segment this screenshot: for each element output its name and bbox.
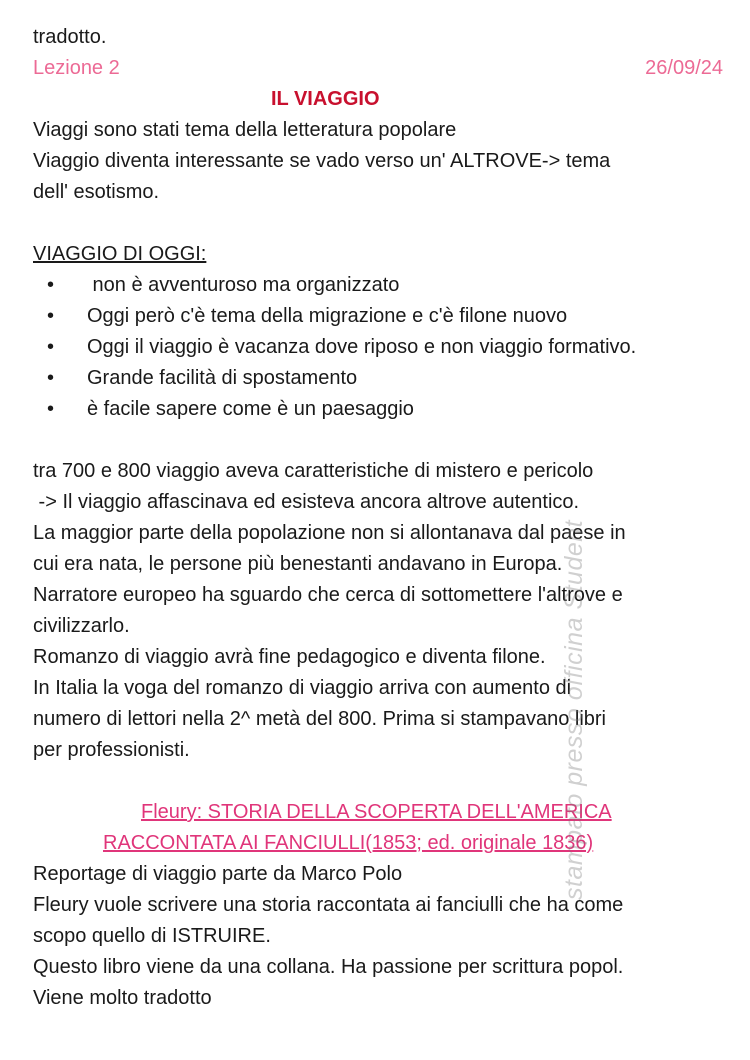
paragraph-line: per professionisti. (33, 739, 190, 761)
bullet-icon: • (47, 274, 55, 296)
page-title: IL VIAGGIO (271, 88, 380, 110)
fleury-heading: Fleury: STORIA DELLA SCOPERTA DELL'AMERICA (141, 801, 612, 823)
section-heading-today: VIAGGIO DI OGGI: (33, 243, 207, 265)
spacer (33, 425, 723, 456)
bullet-icon: • (47, 398, 55, 420)
spacer (33, 208, 723, 239)
paragraph-line: numero di lettori nella 2^ metà del 800. Prima si stampavano libri (33, 708, 606, 730)
list-item-text: non è avventuroso ma organizzato (87, 274, 400, 296)
bullet-icon: • (47, 305, 55, 327)
previous-text-line: tradotto. (33, 26, 107, 48)
fleury-text-line: Fleury vuole scrivere una storia raccontata ai fanciulli che ha come (33, 894, 624, 916)
paragraph-line: Narratore europeo ha sguardo che cerca di sottomettere l'altrove e (33, 584, 623, 606)
list-item-text: è facile sapere come è un paesaggio (87, 398, 414, 420)
intro-line: dell' esotismo. (33, 181, 160, 203)
lesson-date: 26/09/24 (645, 57, 723, 79)
paragraph-line: cui era nata, le persone più benestanti andavano in Europa. (33, 553, 563, 575)
intro-line: Viaggio diventa interessante se vado verso un' ALTROVE-> tema (33, 150, 611, 172)
list-item (33, 332, 723, 363)
list-item-text: Grande facilità di spostamento (87, 367, 358, 389)
bullet-icon: • (47, 336, 55, 358)
list-item (33, 270, 723, 301)
fleury-heading: RACCONTATA AI FANCIULLI(1853; ed. originale 1836) (103, 832, 594, 854)
list-item-text: Oggi però c'è tema della migrazione e c'è filone nuovo (87, 305, 568, 327)
note-page (33, 22, 723, 1014)
paragraph-line: civilizzarlo. (33, 615, 130, 637)
paragraph-line: La maggior parte della popolazione non si allontanava dal paese in (33, 522, 626, 544)
fleury-text-line: Viene molto tradotto (33, 987, 212, 1009)
lesson-label: Lezione 2 (33, 57, 120, 79)
list-item (33, 301, 723, 332)
watermark-text: stampato presso officina Student (560, 519, 588, 900)
fleury-text-line: Questo libro viene da una collana. Ha passione per scrittura popol. (33, 956, 624, 978)
list-item (33, 363, 723, 394)
fleury-text-line: scopo quello di ISTRUIRE. (33, 925, 271, 947)
bullet-icon: • (47, 367, 55, 389)
paragraph-line: -> Il viaggio affascinava ed esisteva ancora altrove autentico. (33, 491, 580, 513)
spacer (33, 766, 723, 797)
list-item-text: Oggi il viaggio è vacanza dove riposo e non viaggio formativo. (87, 336, 637, 358)
paragraph-line: Romanzo di viaggio avrà fine pedagogico e diventa filone. (33, 646, 546, 668)
intro-line: Viaggi sono stati tema della letteratura popolare (33, 119, 457, 141)
list-item (33, 394, 723, 425)
paragraph-line: tra 700 e 800 viaggio aveva caratteristiche di mistero e pericolo (33, 460, 594, 482)
paragraph-line: In Italia la voga del romanzo di viaggio arriva con aumento di (33, 677, 572, 699)
bullet-list (33, 270, 723, 425)
lesson-header (33, 53, 723, 84)
fleury-text-line: Reportage di viaggio parte da Marco Polo (33, 863, 403, 885)
